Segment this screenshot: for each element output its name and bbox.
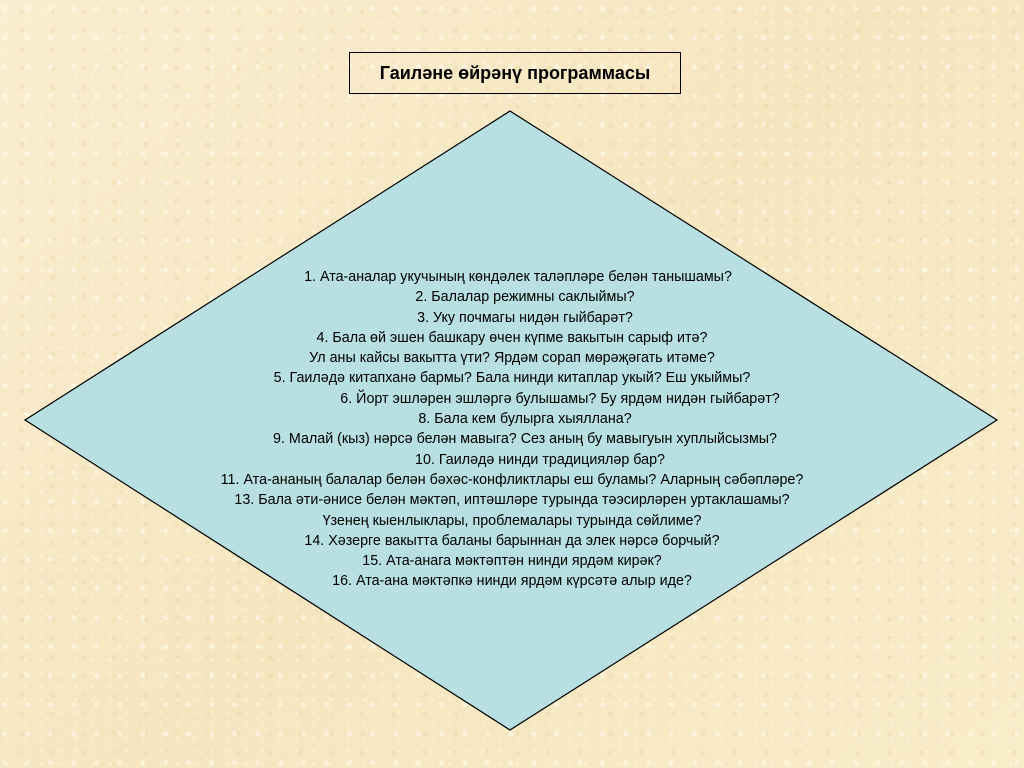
question-item: 2. Балалар режимны саклыймы? — [415, 289, 635, 306]
question-item: 15. Ата-анага мәктәптән нинди ярдәм кирәк? — [362, 553, 662, 570]
title-box — [349, 52, 681, 94]
question-item: 8. Бала кем булырга хыяллана? — [418, 411, 632, 428]
question-item: 6. Йорт эшләрен эшләргә булышамы? Бу ярдәм нидән гыйбарәт? — [340, 390, 780, 407]
question-item: 16. Ата-ана мәктәпкә нинди ярдәм күрсәтә алыр иде? — [332, 573, 692, 590]
question-item: 10. Гаиләдә нинди традицияләр бар? — [415, 451, 665, 468]
question-item: 1. Ата-аналар укучының көндәлек таләпләре белән танышамы? — [304, 269, 732, 285]
page-title: Гаиләне өйрәнү программасы — [379, 62, 651, 83]
question-item: Үзенең кыенлыклары, проблемалары турында сөйлиме? — [322, 512, 702, 529]
question-item: Ул аны кайсы вакытта үти? Ярдәм сорап мөрәҗәгать итәме? — [309, 350, 715, 367]
question-item: 4. Бала өй эшен башкару өчен күпме вакытын сарыф итә? — [316, 329, 708, 346]
question-item: 14. Хәзерге вакытта баланы барыннан да элек нәрсә борчый? — [304, 532, 720, 549]
question-item: 11. Ата-ананың балалар белән бәхәс-конфликтлары еш буламы? Аларның сәбәпләре? — [220, 471, 804, 488]
question-item: 5. Гаиләдә китапханә бармы? Бала нинди китаплар укый? Еш укыймы? — [273, 370, 751, 387]
question-item: 13. Бала әти-әнисе белән мәктәп, иптәшләре турында тәэсирләрен уртаклашамы? — [234, 492, 790, 509]
question-list — [120, 267, 904, 592]
question-item: 3. Уку почмагы нидән гыйбарәт? — [417, 309, 633, 326]
question-item: 9. Малай (кыз) нәрсә белән мавыга? Сез аның бу мавыгуын хуплыйсызмы? — [272, 431, 778, 448]
